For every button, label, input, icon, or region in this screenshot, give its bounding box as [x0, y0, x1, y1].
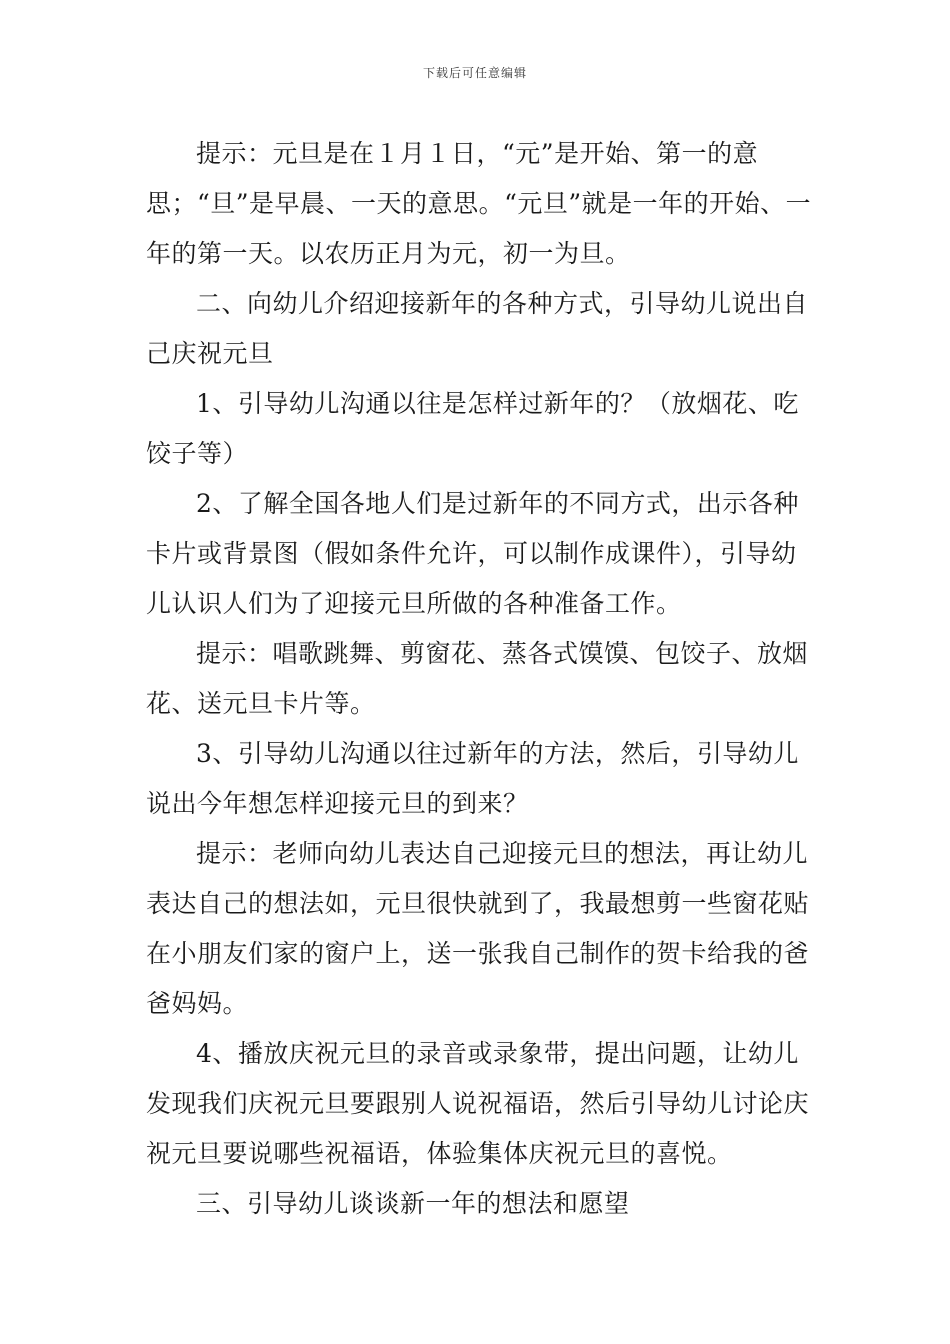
paragraph-section-three-heading: 三、引导幼儿谈谈新一年的想法和愿望: [196, 1189, 630, 1218]
page-header-note: 下载后可任意编辑: [422, 66, 527, 80]
paragraph-item-2: 2、了解全国各地人们是过新年的不同方式，出示各种卡片或背景图（假如条件允许，可以制作成课件），引导幼儿认识人们为了迎接元旦所做的各种准备工作。: [146, 489, 799, 618]
paragraph-tip-yuandan-meaning: 提示：元旦是在１月１日，“元”是开始、第一的意思；“旦”是早晨、一天的意思。“元旦”就是一年的开始、一年的第一天。以农历正月为元，初一为旦。: [146, 139, 812, 268]
paragraph-item-3: 3、引导幼儿沟通以往过新年的方法，然后，引导幼儿说出今年想怎样迎接元旦的到来？: [146, 739, 799, 818]
document-body: [146, 129, 814, 1229]
paragraph-item-4: 4、播放庆祝元旦的录音或录象带，提出问题，让幼儿发现我们庆祝元旦要跟别人说祝福语，然后引导幼儿讨论庆祝元旦要说哪些祝福语，体验集体庆祝元旦的喜悦。: [146, 1039, 810, 1168]
paragraph-tip-activities: 提示：唱歌跳舞、剪窗花、蒸各式馍馍、包饺子、放烟花、送元旦卡片等。: [146, 639, 809, 718]
paragraph-section-two-heading: 二、向幼儿介绍迎接新年的各种方式，引导幼儿说出自己庆祝元旦: [146, 289, 809, 368]
paragraph-item-1: 1、引导幼儿沟通以往是怎样过新年的？（放烟花、吃饺子等）: [146, 389, 799, 468]
paragraph-tip-teacher: 提示：老师向幼儿表达自己迎接元旦的想法，再让幼儿表达自己的想法如，元旦很快就到了，我最想剪一些窗花贴在小朋友们家的窗户上，送一张我自己制作的贺卡给我的爸爸妈妈。: [146, 839, 810, 1018]
